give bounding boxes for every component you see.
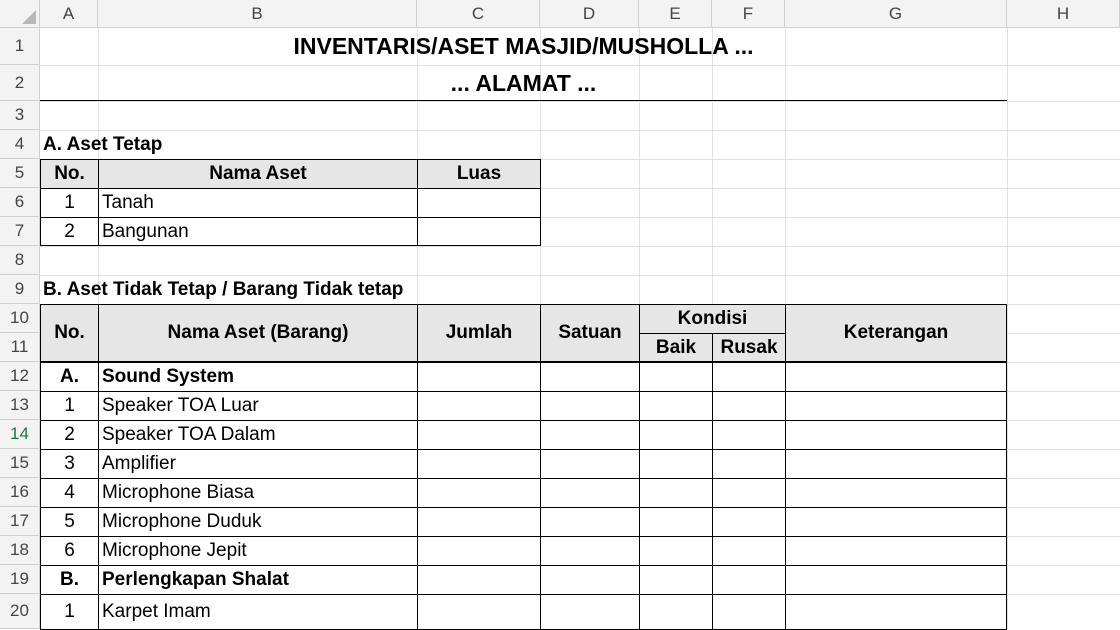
item-jumlah-cell[interactable] xyxy=(417,507,541,537)
row-header-12[interactable]: 12 xyxy=(0,362,40,391)
section-a-row-no[interactable]: 1 xyxy=(40,188,99,218)
item-satuan-cell[interactable] xyxy=(540,420,640,450)
item-keterangan-cell[interactable] xyxy=(785,478,1007,508)
section-b-header-keterangan[interactable]: Keterangan xyxy=(785,304,1007,362)
item-rusak-cell[interactable] xyxy=(712,362,786,392)
item-no-cell[interactable]: 3 xyxy=(40,449,99,479)
row-header-15[interactable]: 15 xyxy=(0,449,40,478)
item-keterangan-cell[interactable] xyxy=(785,362,1007,392)
section-b-header-nama[interactable]: Nama Aset (Barang) xyxy=(98,304,418,362)
item-satuan-cell[interactable] xyxy=(540,391,640,421)
section-a-header-luas[interactable]: Luas xyxy=(417,159,541,189)
item-keterangan-cell[interactable] xyxy=(785,449,1007,479)
item-rusak-cell[interactable] xyxy=(712,536,786,566)
item-no-cell[interactable]: 1 xyxy=(40,594,99,630)
column-header-g[interactable]: G xyxy=(785,0,1007,28)
item-keterangan-cell[interactable] xyxy=(785,391,1007,421)
item-rusak-cell[interactable] xyxy=(712,449,786,479)
item-satuan-cell[interactable] xyxy=(540,449,640,479)
item-rusak-cell[interactable] xyxy=(712,594,786,630)
item-keterangan-cell[interactable] xyxy=(785,536,1007,566)
item-jumlah-cell[interactable] xyxy=(417,536,541,566)
item-name-cell[interactable]: Perlengkapan Shalat xyxy=(98,565,418,595)
row-header-16[interactable]: 16 xyxy=(0,478,40,507)
item-baik-cell[interactable] xyxy=(639,565,713,595)
item-satuan-cell[interactable] xyxy=(540,362,640,392)
gridline-horizontal xyxy=(40,246,1120,247)
section-b-heading[interactable]: B. Aset Tidak Tetap / Barang Tidak tetap xyxy=(43,278,404,300)
section-a-row-luas[interactable] xyxy=(417,188,541,218)
item-baik-cell[interactable] xyxy=(639,420,713,450)
column-header-f[interactable]: F xyxy=(712,0,785,28)
column-header-b[interactable]: B xyxy=(98,0,417,28)
row-header-17[interactable]: 17 xyxy=(0,507,40,536)
row-header-4[interactable]: 4 xyxy=(0,130,40,159)
item-baik-cell[interactable] xyxy=(639,391,713,421)
section-b-header-jumlah[interactable]: Jumlah xyxy=(417,304,541,362)
item-baik-cell[interactable] xyxy=(639,594,713,630)
item-jumlah-cell[interactable] xyxy=(417,362,541,392)
title-underline xyxy=(40,100,1007,101)
select-all-corner[interactable] xyxy=(0,0,40,28)
item-satuan-cell[interactable] xyxy=(540,594,640,630)
item-baik-cell[interactable] xyxy=(639,362,713,392)
item-name-cell[interactable]: Sound System xyxy=(98,362,418,392)
item-no-cell[interactable]: 1 xyxy=(40,391,99,421)
item-jumlah-cell[interactable] xyxy=(417,449,541,479)
item-no-cell[interactable]: 6 xyxy=(40,536,99,566)
section-b-header-satuan[interactable]: Satuan xyxy=(540,304,640,362)
row-header-2[interactable]: 2 xyxy=(0,65,40,101)
item-rusak-cell[interactable] xyxy=(712,420,786,450)
row-header-3[interactable]: 3 xyxy=(0,101,40,130)
section-b-header-no[interactable]: No. xyxy=(40,304,99,362)
item-name-cell[interactable]: Amplifier xyxy=(98,449,418,479)
section-a-header-nama[interactable]: Nama Aset xyxy=(98,159,418,189)
item-name-cell[interactable]: Microphone Jepit xyxy=(98,536,418,566)
row-header-5[interactable]: 5 xyxy=(0,159,40,188)
sheet-title-line1[interactable]: INVENTARIS/ASET MASJID/MUSHOLLA ... xyxy=(293,33,754,59)
item-rusak-cell[interactable] xyxy=(712,507,786,537)
item-jumlah-cell[interactable] xyxy=(417,391,541,421)
item-name-cell[interactable]: Karpet Imam xyxy=(98,594,418,630)
item-name-cell[interactable]: Speaker TOA Luar xyxy=(98,391,418,421)
item-baik-cell[interactable] xyxy=(639,478,713,508)
row-header-1[interactable]: 1 xyxy=(0,28,40,65)
row-header-20[interactable]: 20 xyxy=(0,594,40,629)
item-jumlah-cell[interactable] xyxy=(417,565,541,595)
section-a-row-nama[interactable]: Tanah xyxy=(98,188,418,218)
gridline-vertical xyxy=(1007,28,1008,629)
column-header-e[interactable]: E xyxy=(639,0,712,28)
section-b-header-kondisi[interactable]: Kondisi xyxy=(639,304,786,334)
item-satuan-cell[interactable] xyxy=(540,536,640,566)
item-satuan-cell[interactable] xyxy=(540,565,640,595)
select-all-triangle-icon xyxy=(22,10,36,24)
item-name-cell[interactable]: Speaker TOA Dalam xyxy=(98,420,418,450)
item-name-cell[interactable]: Microphone Biasa xyxy=(98,478,418,508)
row-header-9[interactable]: 9 xyxy=(0,275,40,304)
item-keterangan-cell[interactable] xyxy=(785,565,1007,595)
section-b-header-rusak[interactable]: Rusak xyxy=(712,333,786,362)
item-keterangan-cell[interactable] xyxy=(785,507,1007,537)
row-header-10[interactable]: 10 xyxy=(0,304,40,333)
item-no-cell[interactable]: A. xyxy=(40,362,99,392)
item-rusak-cell[interactable] xyxy=(712,565,786,595)
row-header-14[interactable]: 14 xyxy=(0,420,40,449)
column-header-h[interactable]: H xyxy=(1007,0,1120,28)
row-header-18[interactable]: 18 xyxy=(0,536,40,565)
row-header-7[interactable]: 7 xyxy=(0,217,40,246)
item-keterangan-cell[interactable] xyxy=(785,420,1007,450)
column-header-c[interactable]: C xyxy=(417,0,540,28)
item-jumlah-cell[interactable] xyxy=(417,420,541,450)
item-baik-cell[interactable] xyxy=(639,507,713,537)
column-header-a[interactable]: A xyxy=(40,0,98,28)
row-header-19[interactable]: 19 xyxy=(0,565,40,594)
item-satuan-cell[interactable] xyxy=(540,478,640,508)
item-baik-cell[interactable] xyxy=(639,449,713,479)
section-a-heading[interactable]: A. Aset Tetap xyxy=(43,133,163,155)
item-no-cell[interactable]: 4 xyxy=(40,478,99,508)
item-rusak-cell[interactable] xyxy=(712,478,786,508)
gridline-horizontal xyxy=(40,101,1120,102)
item-baik-cell[interactable] xyxy=(639,536,713,566)
item-jumlah-cell[interactable] xyxy=(417,594,541,630)
item-no-cell[interactable]: 5 xyxy=(40,507,99,537)
row-header-13[interactable]: 13 xyxy=(0,391,40,420)
sheet-title-line2[interactable]: ... ALAMAT ... xyxy=(450,69,597,96)
column-header-d[interactable]: D xyxy=(540,0,639,28)
item-keterangan-cell[interactable] xyxy=(785,594,1007,630)
item-no-cell[interactable]: B. xyxy=(40,565,99,595)
section-b-header-baik[interactable]: Baik xyxy=(639,333,713,362)
section-a-row-nama[interactable]: Bangunan xyxy=(98,217,418,246)
section-a-header-no[interactable]: No. xyxy=(40,159,99,189)
item-name-cell[interactable]: Microphone Duduk xyxy=(98,507,418,537)
section-a-row-luas[interactable] xyxy=(417,217,541,246)
row-header-11[interactable]: 11 xyxy=(0,333,40,362)
row-header-8[interactable]: 8 xyxy=(0,246,40,275)
section-a-row-no[interactable]: 2 xyxy=(40,217,99,246)
item-jumlah-cell[interactable] xyxy=(417,478,541,508)
item-rusak-cell[interactable] xyxy=(712,391,786,421)
item-no-cell[interactable]: 2 xyxy=(40,420,99,450)
row-header-6[interactable]: 6 xyxy=(0,188,40,217)
item-satuan-cell[interactable] xyxy=(540,507,640,537)
